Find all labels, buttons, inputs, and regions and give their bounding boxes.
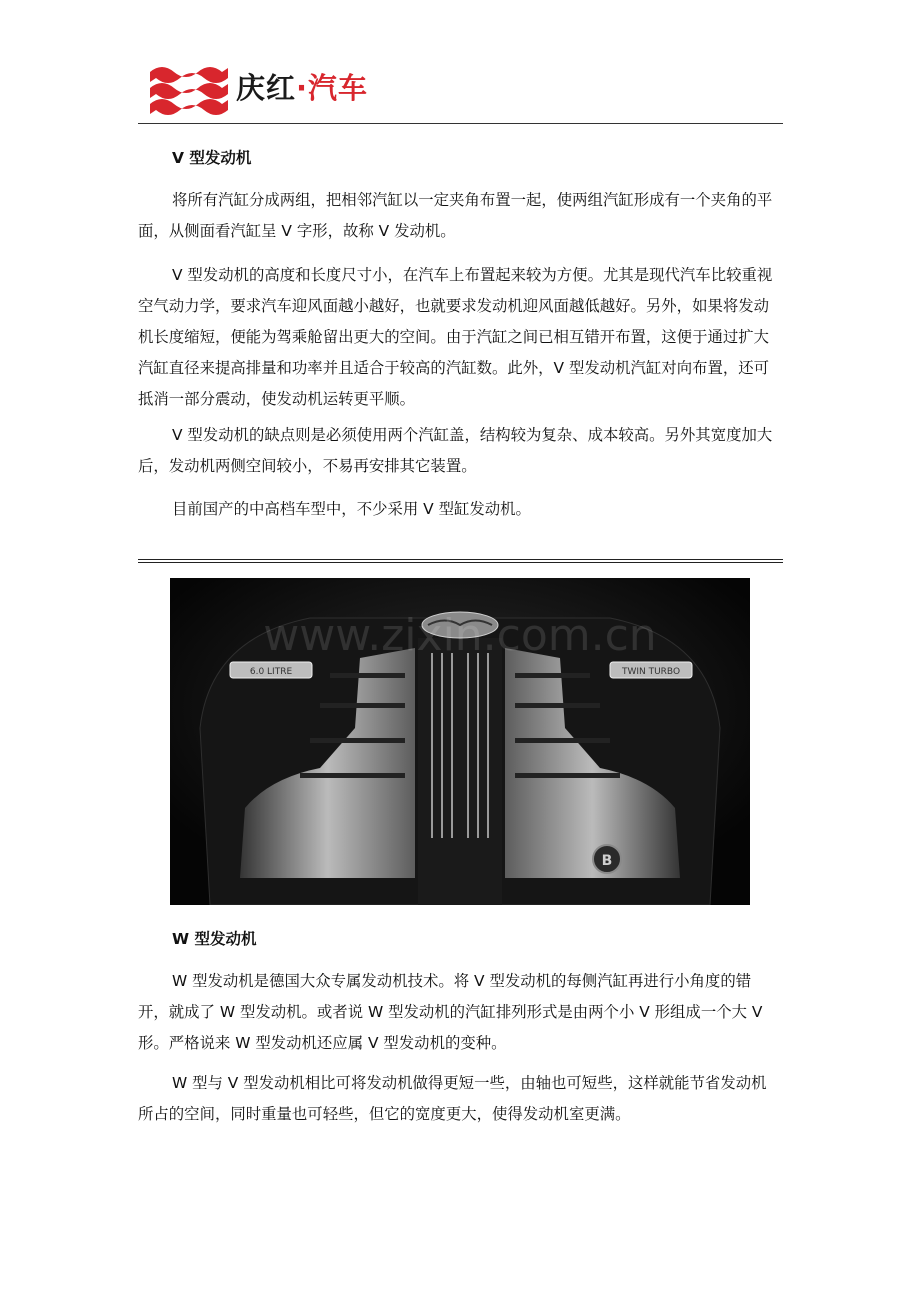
logo-suffix: 汽车 [308,71,369,105]
emblem-letter: B [601,853,613,869]
paragraph: V 型发动机的高度和长度尺寸小，在汽车上布置起来较为方便。尤其是现代汽车比较重视空气动力学，要求汽车迎风面越小越好，也就要求发动机迎风面越低越好。另外，如果将发动机长度缩短，便能为驾乘舱留出更大的空间。由于汽缸之间已相互错开布置，这便于通过扩大汽缸直径来提高排量和功率并且适合于较高的汽缸数。此外，V 型发动机汽缸对向布置，还可抵消一部分震动，使发动机运转更平顺。 [138,266,773,408]
paragraph: W 型与 V 型发动机相比可将发动机做得更短一些，由轴也可短些，这样就能节省发动机所占的空间，同时重量也可轻些，但它的宽度更大，使得发动机室更满。 [138,1074,767,1123]
logo-brand: 庆红 [236,71,297,105]
paragraph: 目前国产的中高档车型中，不少采用 V 型缸发动机。 [172,500,531,518]
paragraph: W 型发动机是德国大众专属发动机技术。将 V 型发动机的每侧汽缸再进行小角度的错开，就成了 W 型发动机。或者说 W 型发动机的汽缸排列形式是由两个小 V 形组成一个大 V 形。严格说来 W 型发动机还应属 V 型发动机的变种。 [138,972,763,1052]
paragraph: V 型发动机的缺点则是必须使用两个汽缸盖，结构较为复杂、成本较高。另外其宽度加大后，发动机两侧空间较小，不易再安排其它装置。 [138,426,773,475]
right-badge-label: TWIN TURBO [621,667,681,677]
logo-text [236,66,368,107]
logo [148,60,408,120]
engine-photo [170,578,750,905]
logo-wave-icon [148,60,230,120]
header-divider [138,123,783,124]
left-badge-label: 6.0 LITRE [249,667,293,677]
watermark-text: www.zixin.com.cn [263,610,657,661]
engine-illustration [170,578,750,905]
section-divider [138,559,783,563]
section-heading-w-engine: W 型发动机 [172,930,257,948]
paragraph: 将所有汽缸分成两组，把相邻汽缸以一定夹角布置一起，使两组汽缸形成有一个夹角的平面，从侧面看汽缸呈 V 字形，故称 V 发动机。 [138,191,773,240]
section-heading-v-engine: V 型发动机 [172,149,252,167]
logo-separator: · [296,71,309,105]
